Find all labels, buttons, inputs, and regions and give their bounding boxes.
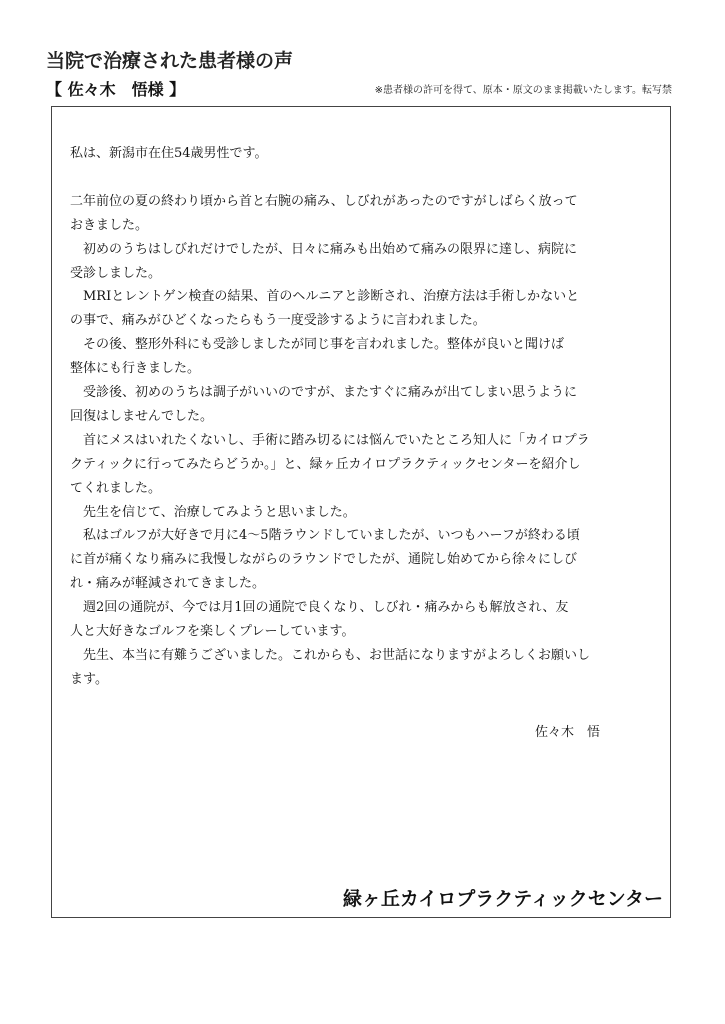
patient-name: 【 佐々木 悟様 】 bbox=[46, 80, 186, 99]
letter-line: に首が痛くなり痛みに我慢しながらのラウンドでしたが、通院し始めてから徐々にしび bbox=[70, 552, 578, 568]
letter-line: 受診後、初めのうちは調子がいいのですが、またすぐに痛みが出てしまい思うように bbox=[83, 385, 578, 401]
letter-line: 先生を信じて、治療してみようと思いました。 bbox=[83, 504, 356, 520]
letter-line: 私は、新潟市在住54歳男性です。 bbox=[70, 146, 268, 161]
letter-line: ます。 bbox=[70, 671, 108, 687]
letter-line: れ・痛みが軽減されてきました。 bbox=[70, 576, 266, 592]
letter-line: おきました。 bbox=[70, 217, 149, 233]
letter-line: MRIとレントゲン検査の結果、首のヘルニアと診断され、治療方法は手術しかないと bbox=[83, 289, 580, 305]
letter-line: てくれました。 bbox=[70, 480, 162, 496]
letter-body bbox=[70, 142, 670, 692]
letter-line: 首にメスはいれたくないし、手術に踏み切るには悩んでいたところ知人に「カイロプラ bbox=[83, 432, 590, 448]
clinic-name: 緑ヶ丘カイロプラクティックセンター bbox=[342, 888, 663, 910]
letter-signature: 佐々木 悟 bbox=[535, 725, 601, 740]
letter-blank-line bbox=[70, 166, 670, 190]
letter-line: 私はゴルフが大好きで月に4～5階ラウンドしていましたが、いつもハーフが終わる頃 bbox=[83, 528, 580, 544]
letter-line: その後、整形外科にも受診しましたが同じ事を言われました。整体が良いと聞けば bbox=[83, 337, 565, 353]
letter-line: 先生、本当に有難うございました。これからも、お世話になりますがよろしくお願いし bbox=[83, 648, 591, 664]
letter-line: 整体にも行きました。 bbox=[70, 361, 201, 377]
letter-line: 初めのうちはしびれだけでしたが、日々に痛みも出始めて痛みの限界に達し、病院に bbox=[83, 241, 578, 257]
reprint-notice: ※患者様の許可を得て、原本・原文のまま掲載いたします。転写禁 bbox=[374, 85, 672, 96]
letter-line: 人と大好きなゴルフを楽しくプレーしています。 bbox=[70, 624, 355, 640]
letter-line: 二年前位の夏の終わり頃から首と右腕の痛み、しびれがあったのですがしばらく放って bbox=[70, 193, 578, 209]
letter-line: 回復はしませんでした。 bbox=[70, 408, 214, 424]
letter-line: の事で、痛みがひどくなったらもう一度受診するように言われました。 bbox=[70, 313, 486, 329]
letter-line: 受診しました。 bbox=[70, 265, 162, 281]
page-title: 当院で治療された患者様の声 bbox=[46, 50, 294, 72]
letter-line: クティックに行ってみたらどうか。」と、緑ヶ丘カイロプラクティックセンターを紹介し bbox=[70, 456, 581, 472]
letter-line: 週2回の通院が、今では月1回の通院で良くなり、しびれ・痛みからも解放され、友 bbox=[83, 600, 569, 616]
